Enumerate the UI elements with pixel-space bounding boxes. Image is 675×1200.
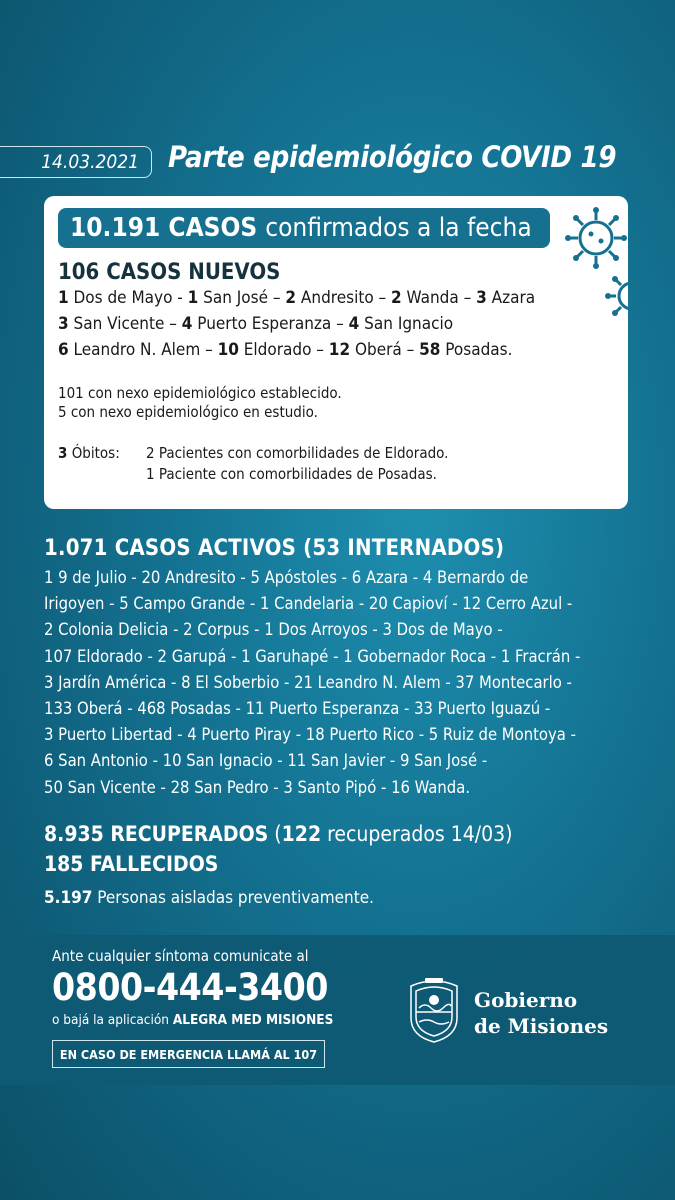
active-cases-line: 3 Jardín América - 8 El Soberbio - 21 Leandro N. Alem - 37 Montecarlo - xyxy=(44,672,572,692)
isolated-count: 5.197 xyxy=(44,888,93,908)
town-name: San José – xyxy=(198,288,286,308)
confirmed-label: confirmados a la fecha xyxy=(265,213,532,243)
town-name: Posadas. xyxy=(440,340,513,360)
new-cases-line xyxy=(58,288,535,308)
recovered-line xyxy=(44,822,513,846)
new-cases-title: 106 CASOS NUEVOS xyxy=(58,260,281,285)
active-cases-line: 107 Eldorado - 2 Garupá - 1 Garuhapé - 1 Gobernador Roca - 1 Fracrán - xyxy=(44,646,581,666)
coat-of-arms-icon xyxy=(405,978,463,1044)
virus-icon-partial xyxy=(602,268,628,324)
active-cases-line: 3 Puerto Libertad - 4 Puerto Piray - 18 Puerto Rico - 5 Ruiz de Montoya - xyxy=(44,725,576,745)
town-name: Dos de Mayo - xyxy=(68,288,188,308)
confirmed-cases-banner xyxy=(58,208,550,248)
nexo-study-text: 5 con nexo epidemiológico en estudio. xyxy=(58,403,318,421)
confirmed-count: 10.191 CASOS xyxy=(70,213,258,243)
town-name: Oberá – xyxy=(350,340,420,360)
virus-icon xyxy=(564,206,628,270)
new-cases-line xyxy=(58,340,513,360)
active-cases-line: 133 Oberá - 468 Posadas - 11 Puerto Esperanza - 33 Puerto Iguazú - xyxy=(44,699,551,718)
deaths-word: Óbitos: xyxy=(71,444,120,462)
town-name: Puerto Esperanza – xyxy=(192,314,349,334)
gov-name-line-2: de Misiones xyxy=(474,1014,609,1038)
new-cases-card xyxy=(44,196,628,509)
active-cases-line: Irigoyen - 5 Campo Grande - 1 Candelaria - 20 Capioví - 12 Cerro Azul - xyxy=(44,594,573,614)
date-text: 14.03.2021 xyxy=(41,151,139,173)
deceased-total: 185 FALLECIDOS xyxy=(44,852,219,876)
case-count: 6 xyxy=(58,340,69,360)
isolated-line xyxy=(44,888,374,908)
case-count: 4 xyxy=(181,314,193,334)
hotline-number: 0800-444-3400 xyxy=(52,966,328,1009)
gov-name-line-1: Gobierno xyxy=(474,988,578,1012)
town-name: Leandro N. Alem – xyxy=(68,340,218,360)
town-name: Eldorado – xyxy=(238,340,329,360)
case-count: 2 xyxy=(391,288,402,308)
case-count: 3 xyxy=(58,314,69,334)
case-count: 12 xyxy=(328,340,351,360)
nexo-established-text: 101 con nexo epidemiológico establecido. xyxy=(58,384,342,402)
active-cases-line: 6 San Antonio - 10 San Ignacio - 11 San Javier - 9 San José - xyxy=(44,751,488,771)
app-prefix: o bajá la aplicación xyxy=(52,1012,173,1028)
town-name: Azara xyxy=(486,288,536,308)
case-count: 10 xyxy=(217,340,239,360)
case-count: 4 xyxy=(348,314,360,334)
symptom-text: Ante cualquier síntoma comunicate al xyxy=(52,947,309,965)
town-name: Wanda – xyxy=(401,288,477,308)
deaths-count: 3 xyxy=(58,444,68,462)
recovered-daily-count: 122 xyxy=(281,822,322,846)
app-text xyxy=(52,1012,333,1028)
active-cases-title: 1.071 CASOS ACTIVOS (53 INTERNADOS) xyxy=(44,536,505,561)
recovered-daily-text: recuperados 14/03) xyxy=(321,822,513,846)
page-title: Parte epidemiológico COVID 19 xyxy=(168,140,617,174)
emergency-box xyxy=(52,1040,325,1068)
active-cases-line: 2 Colonia Delicia - 2 Corpus - 1 Dos Arroyos - 3 Dos de Mayo - xyxy=(44,620,503,640)
deaths-label xyxy=(58,444,120,462)
town-name: San Vicente – xyxy=(68,314,182,334)
emergency-text: EN CASO DE EMERGENCIA LLAMÁ AL 107 xyxy=(59,1046,318,1062)
isolated-text: Personas aisladas preventivamente. xyxy=(92,888,375,908)
active-cases-line: 50 San Vicente - 28 San Pedro - 3 Santo Pipó - 16 Wanda. xyxy=(44,777,471,797)
deaths-detail-1: 2 Pacientes con comorbilidades de Eldorado. xyxy=(146,444,449,462)
recovered-paren: ( xyxy=(268,822,282,846)
date-badge xyxy=(0,146,152,178)
case-count: 58 xyxy=(419,340,441,360)
recovered-total: 8.935 RECUPERADOS xyxy=(44,822,269,846)
new-cases-line xyxy=(58,314,453,334)
deaths-detail-2: 1 Paciente con comorbilidades de Posadas. xyxy=(146,465,437,483)
town-name: Andresito – xyxy=(296,288,392,308)
town-name: San Ignacio xyxy=(359,314,454,334)
app-name: ALEGRA MED MISIONES xyxy=(172,1012,334,1028)
active-cases-line: 1 9 de Julio - 20 Andresito - 5 Apóstoles - 6 Azara - 4 Bernardo de xyxy=(44,568,529,587)
case-count: 1 xyxy=(187,288,199,308)
case-count: 3 xyxy=(476,288,487,308)
case-count: 2 xyxy=(285,288,297,308)
case-count: 1 xyxy=(58,288,69,308)
